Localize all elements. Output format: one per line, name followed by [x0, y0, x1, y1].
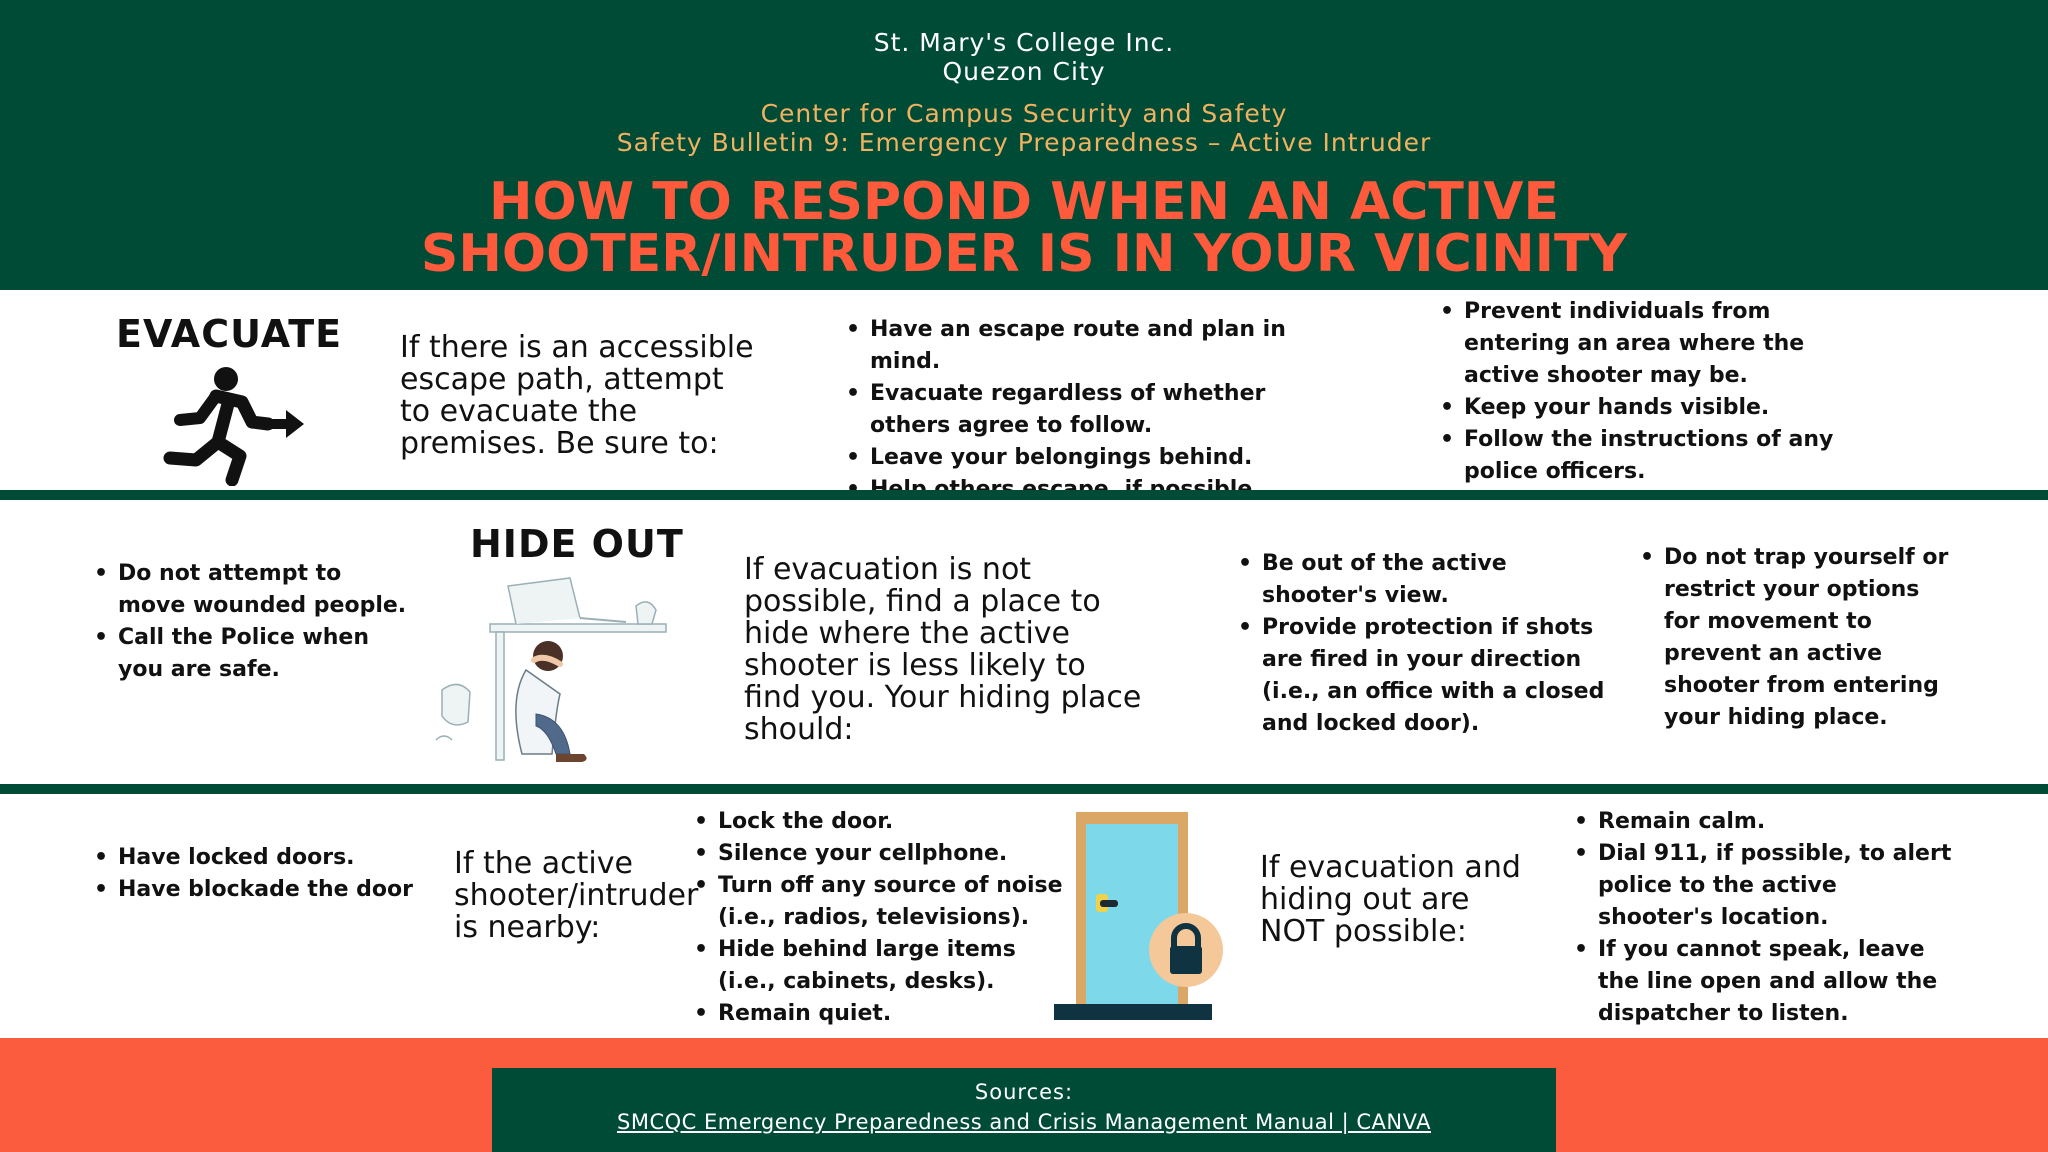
page-title [0, 172, 2048, 284]
hide-heading: HIDE OUT [470, 522, 684, 566]
evacuate-list-1 [846, 314, 1336, 506]
list-item: • Turn off any source of noise (i.e., radios, televisions). [694, 870, 1064, 934]
section-divider [0, 784, 2048, 794]
evacuate-heading: EVACUATE [116, 312, 343, 356]
nearby-intro: If the active shooter/intruder is nearby: [454, 846, 699, 945]
list-item: • Remain calm. [1574, 806, 1954, 838]
sources-box [492, 1068, 1556, 1152]
list-item: • Evacuate regardless of whether others agree to follow. [846, 378, 1336, 442]
section-divider [0, 490, 2048, 500]
list-item: • Prevent individuals from entering an area where the active shooter may be. [1440, 296, 1860, 392]
bulletin-title: Safety Bulletin 9: Emergency Preparedness – Active Intruder [616, 128, 1432, 157]
hiding-person-illustration [430, 574, 670, 764]
list-item: • Have locked doors. [94, 842, 434, 874]
hide-list-1 [1238, 548, 1628, 740]
list-item: • Hide behind large items (i.e., cabinets, desks). [694, 934, 1064, 998]
list-item: • Keep your hands visible. [1440, 392, 1860, 424]
evacuate-list-2 [1440, 296, 1860, 488]
list-item: • Be out of the active shooter's view. [1238, 548, 1628, 612]
list-item: • If you cannot speak, leave the line open and allow the dispatcher to listen. [1574, 934, 1954, 1030]
title-line-2: SHOOTER/INTRUDER IS IN YOUR VICINITY [420, 224, 1628, 284]
list-item: • Call the Police when you are safe. [94, 622, 414, 686]
institution-city: Quezon City [942, 57, 1106, 86]
hide-list-2 [1640, 542, 1960, 734]
hide-intro: If evacuation is not possible, find a place to hide where the active shooter is less likely to find you. Your hiding place should: [744, 552, 1142, 747]
evacuate-intro: If there is an accessible escape path, attempt to evacuate the premises. Be sure to: [400, 330, 754, 461]
locked-door-icon [1054, 810, 1226, 1022]
list-item: • Lock the door. [694, 806, 1064, 838]
list-item: • Leave your belongings behind. [846, 442, 1336, 474]
nearby-list-2 [1574, 806, 1954, 1030]
nearby-list-0 [94, 842, 434, 906]
list-item: • Have blockade the door [94, 874, 434, 906]
sources-link[interactable]: SMCQC Emergency Preparedness and Crisis Management Manual | CANVA [617, 1110, 1431, 1134]
list-item: • Remain quiet. [694, 998, 1064, 1030]
title-line-1: HOW TO RESPOND WHEN AN ACTIVE [489, 172, 1559, 232]
list-item: • Dial 911, if possible, to alert police to the active shooter's location. [1574, 838, 1954, 934]
list-item: • Follow the instructions of any police officers. [1440, 424, 1860, 488]
list-item: • Do not trap yourself or restrict your options for movement to prevent an active shooter from entering your hiding place. [1640, 542, 1960, 734]
nearby-intro-2: If evacuation and hiding out are NOT possible: [1260, 850, 1521, 949]
list-item: • Silence your cellphone. [694, 838, 1064, 870]
institution-name: St. Mary's College Inc. [873, 28, 1175, 57]
sources-label: Sources: [974, 1080, 1074, 1104]
running-exit-icon [158, 364, 306, 486]
evacuate-list-0 [94, 558, 414, 686]
list-item: • Do not attempt to move wounded people. [94, 558, 414, 622]
list-item: • Have an escape route and plan in mind. [846, 314, 1336, 378]
center-name: Center for Campus Security and Safety [760, 99, 1288, 128]
list-item: • Provide protection if shots are fired in your direction (i.e., an office with a closed and locked door). [1238, 612, 1628, 740]
nearby-list-1 [694, 806, 1064, 1030]
header [0, 0, 2048, 290]
